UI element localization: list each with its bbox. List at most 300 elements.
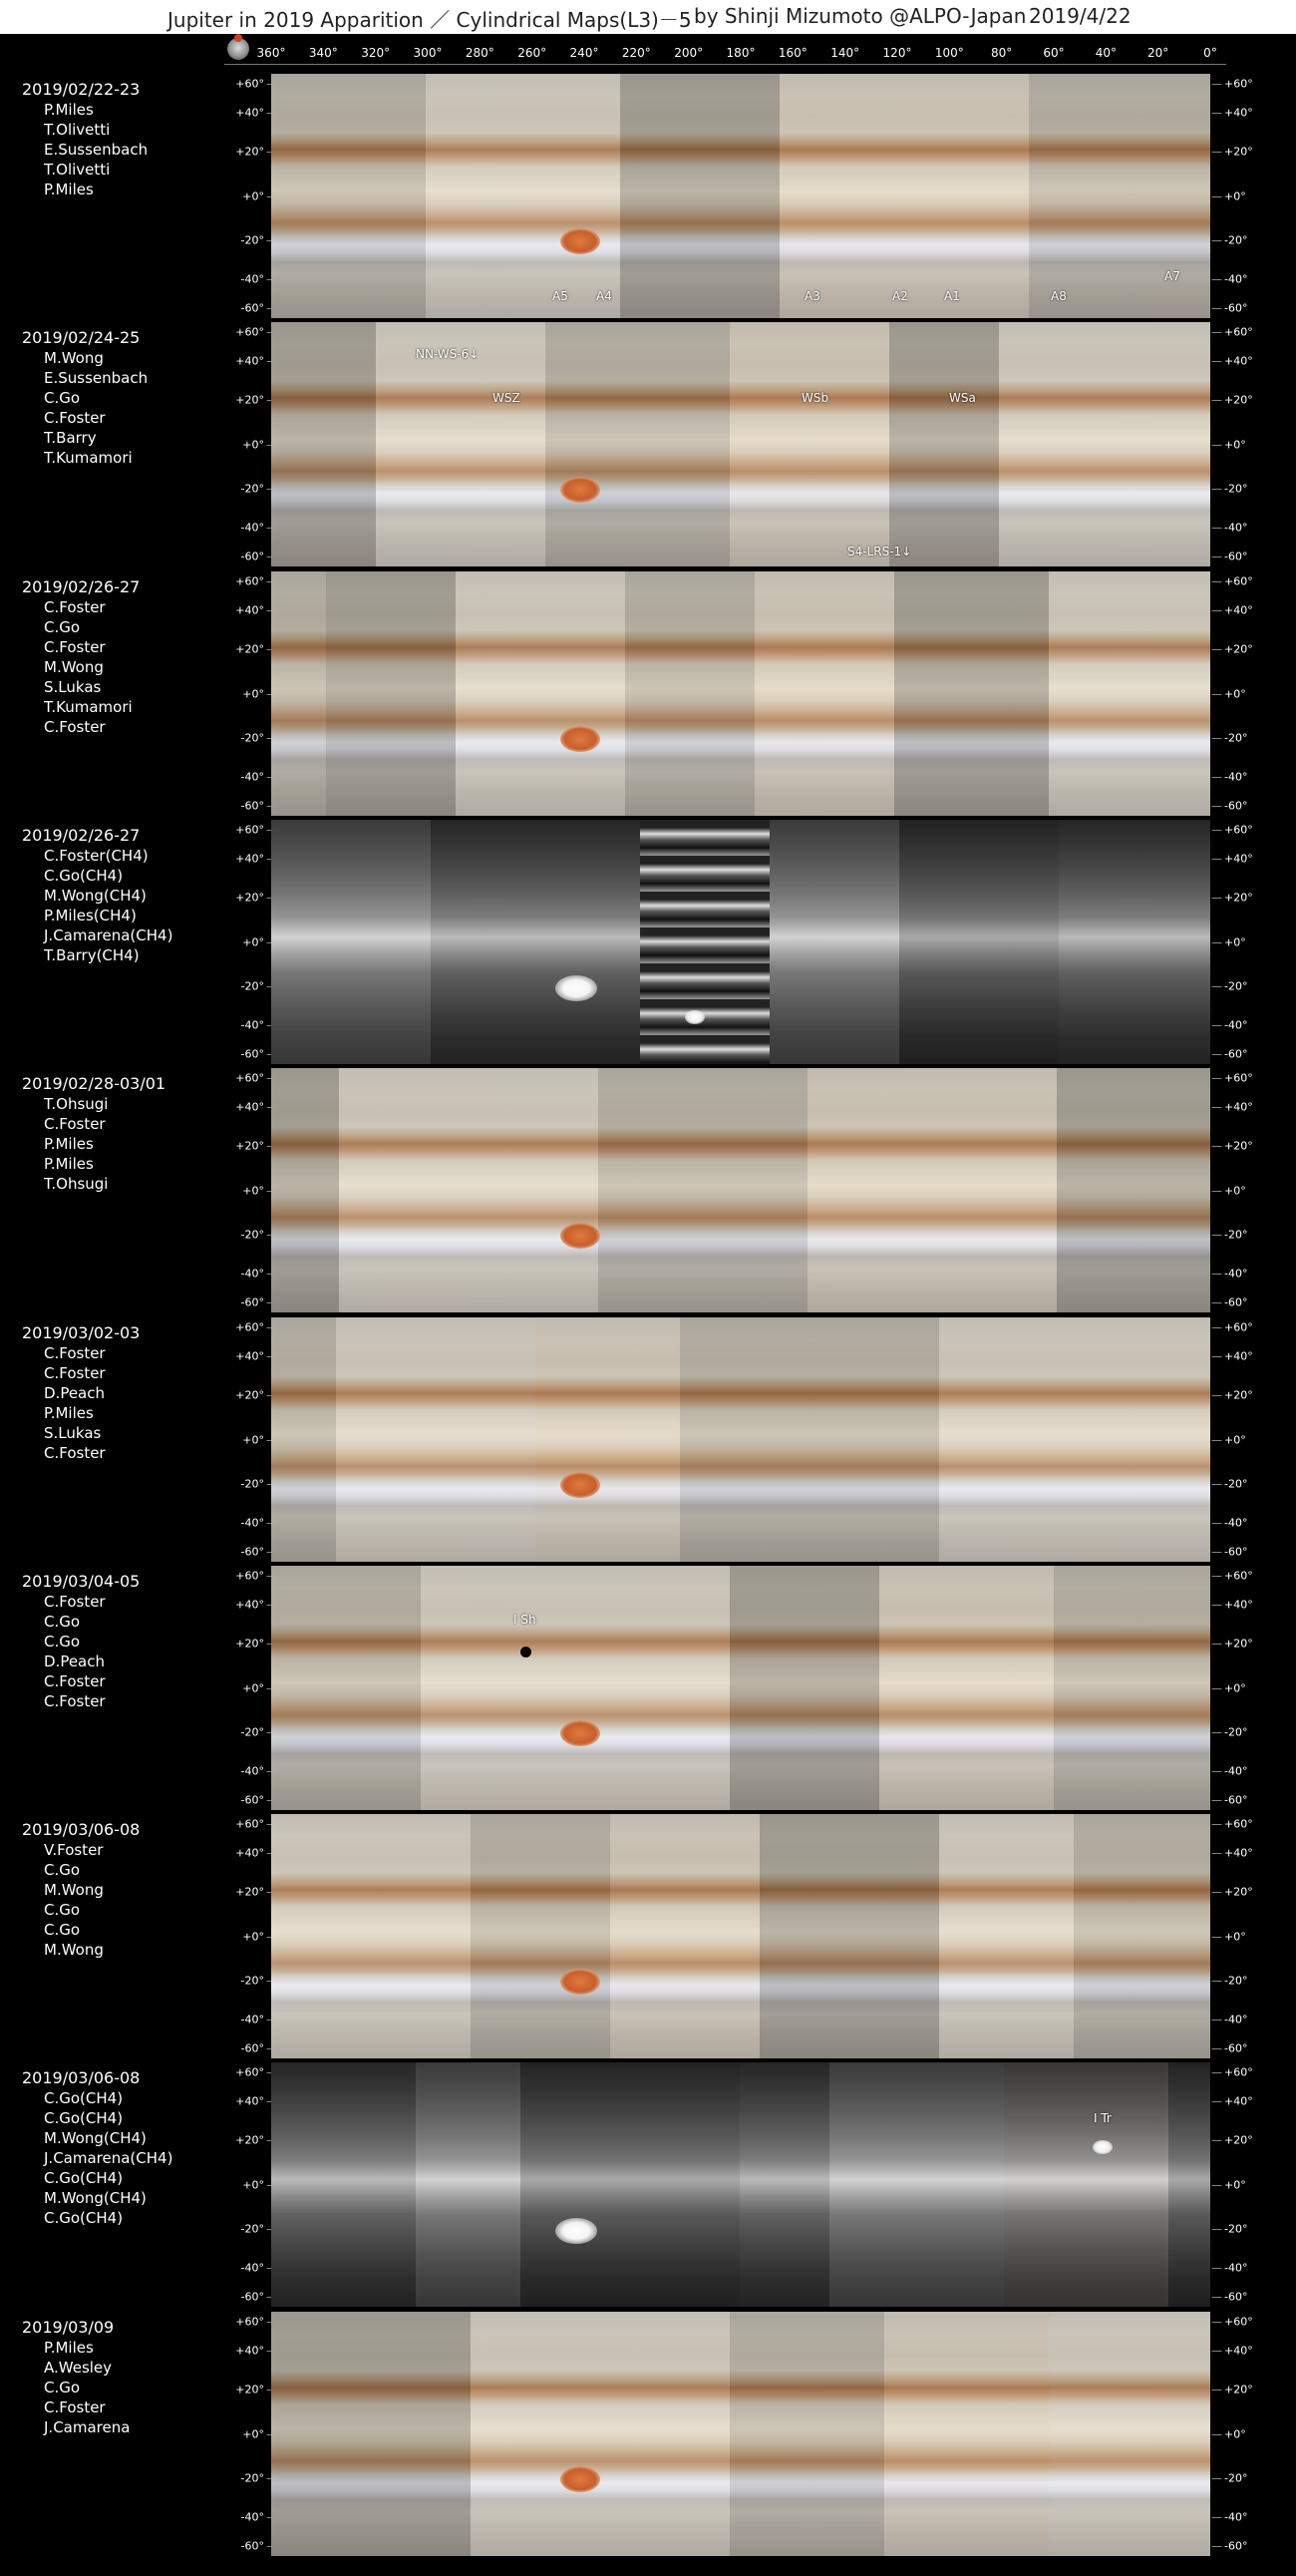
observer-name: C.Go(CH4) [44,2109,124,2127]
panel-date: 2019/03/09 [22,2318,115,2337]
map-panel [0,571,1296,816]
observation-segment [1049,2312,1210,2556]
latitude-tick: +20° — [235,1140,277,1153]
observer-name: C.Foster [44,598,106,616]
latitude-tick: — +60° [1211,823,1253,836]
color-cylindrical-map [271,1317,1210,1562]
ch4-cylindrical-map [271,820,1210,1064]
latitude-tick: — -60° [1211,1794,1247,1807]
longitude-tick: 180° [726,46,756,60]
observation-segment [808,1068,1057,1312]
great-red-spot [560,228,600,254]
observation-segment [471,2312,730,2556]
feature-label-a2: A2 [892,288,908,303]
panel-info [22,1074,165,1194]
observation-segment [760,1814,939,2058]
latitude-tick: -60° — [241,1794,277,1807]
latitude-scale-left [227,1317,277,1562]
observer-name: P.Miles [44,2339,94,2357]
map-panel [0,2312,1296,2556]
observation-segment [879,1566,1054,1810]
latitude-tick: — +0° [1211,2178,1246,2191]
latitude-tick: -40° — [241,1267,277,1280]
page-title: Jupiter in 2019 Apparition ／ Cylindrical Maps(L3)－5 [167,8,692,32]
observer-name: C.Foster [44,1344,106,1362]
latitude-tick: +0° — [242,189,277,202]
observation-segment [899,820,1059,1064]
observer-name: C.Foster [44,718,106,736]
observer-name: P.Miles [44,181,94,198]
latitude-tick: — -60° [1211,302,1247,315]
great-red-spot [560,2466,600,2492]
observer-list [22,597,140,737]
feature-label-wsa: WSa [949,390,976,405]
great-red-spot [560,1472,600,1498]
longitude-tick: 220° [621,46,651,60]
color-cylindrical-map [271,322,1210,566]
latitude-tick: — +60° [1211,77,1253,90]
observation-segment [680,1317,939,1562]
panel-date: 2019/02/22-23 [22,80,141,99]
observer-name: C.Foster [44,1115,106,1133]
feature-label-nnws6: NN-WS-6↓ [416,346,480,361]
observation-segment [271,1814,471,2058]
latitude-tick: — +40° [1211,2345,1253,2358]
latitude-scale-right [1211,1566,1261,1810]
observer-name: M.Wong [44,658,104,676]
latitude-tick: — +20° [1211,1886,1253,1899]
latitude-tick: +0° — [242,2427,277,2440]
latitude-tick: — +0° [1211,687,1246,700]
longitude-axis-line [224,64,1226,65]
observation-segment [610,1814,760,2058]
color-cylindrical-map [271,1068,1210,1312]
publication-date: 2019/4/22 [1029,4,1132,28]
observation-segment [620,74,780,318]
latitude-tick: — +0° [1211,1930,1246,1943]
observer-name: M.Wong(CH4) [44,887,147,905]
observation-segment [271,820,431,1064]
map-panel [0,820,1296,1064]
latitude-tick: +0° — [242,1184,277,1197]
observation-segment [755,571,894,816]
observer-list [22,2088,172,2228]
latitude-tick: — +40° [1211,853,1253,866]
observation-segment [1057,1068,1210,1312]
observation-segment [999,322,1210,566]
bright-oval-ch4 [685,1010,705,1024]
observer-name: S.Lukas [44,678,102,696]
longitude-tick: 80° [991,46,1013,60]
observer-name: S.Lukas [44,1424,102,1442]
latitude-tick: -20° — [241,979,277,992]
feature-label-a7: A7 [1164,269,1180,283]
observer-name: V.Foster [44,1841,104,1859]
observer-name: T.Olivetti [44,161,111,179]
latitude-tick: — -40° [1211,2261,1247,2274]
panel-info [22,577,140,737]
observation-segment [416,2062,520,2307]
latitude-tick: +20° — [235,1638,277,1651]
observation-segment [640,820,770,1064]
longitude-tick: 160° [778,46,808,60]
feature-label-a4: A4 [596,288,612,303]
latitude-tick: +60° — [235,77,277,90]
observer-name: C.Foster [44,1593,106,1611]
observation-segment [1059,820,1210,1064]
panel-info [22,1572,140,1711]
panel-info [22,80,148,199]
observer-name: C.Go [44,1633,81,1651]
latitude-tick: — -60° [1211,1546,1247,1559]
feature-label-itr: I Tr [1094,2111,1112,2125]
observer-name: T.Barry [44,429,97,447]
observer-name: C.Go(CH4) [44,2209,124,2227]
observer-name: P.Miles(CH4) [44,907,137,924]
latitude-tick: — +0° [1211,2427,1246,2440]
latitude-tick: — -40° [1211,272,1247,285]
latitude-scale-right [1211,1814,1261,2058]
observer-name: T.Olivetti [44,121,111,139]
latitude-tick: +60° — [235,1569,277,1582]
observation-segment [339,1068,598,1312]
observation-segment [535,1317,680,1562]
feature-label-wsb: WSb [802,390,829,405]
observer-name: C.Foster [44,1444,106,1462]
latitude-tick: — +60° [1211,1320,1253,1333]
panel-date: 2019/02/26-27 [22,577,141,596]
observer-name: A.Wesley [44,2359,113,2377]
longitude-tick: 60° [1043,46,1065,60]
observer-name: T.Kumamori [44,698,133,716]
observer-list [22,100,148,199]
feature-label-a1: A1 [944,288,960,303]
panel-date: 2019/03/04-05 [22,1572,141,1591]
io-shadow-spot [520,1647,531,1657]
latitude-scale-left [227,1068,277,1312]
observer-list [22,846,172,965]
latitude-tick: — +20° [1211,1389,1253,1402]
latitude-tick: +60° — [235,2065,277,2078]
observer-name: T.Ohsugi [44,1175,109,1193]
observation-segment [271,2312,471,2556]
latitude-tick: — -60° [1211,2291,1247,2304]
longitude-tick: 240° [569,46,599,60]
observation-segment [1054,1566,1210,1810]
latitude-tick: — -60° [1211,1048,1247,1061]
latitude-tick: +40° — [235,107,277,120]
longitude-tick: 360° [256,46,286,60]
observer-list [22,1592,140,1711]
latitude-tick: +60° — [235,325,277,338]
observation-segment [271,322,376,566]
latitude-tick: -40° — [241,1018,277,1031]
latitude-tick: — +20° [1211,2134,1253,2147]
latitude-tick: — +20° [1211,146,1253,159]
latitude-tick: — +40° [1211,1847,1253,1860]
latitude-tick: +0° — [242,1681,277,1694]
latitude-tick: -40° — [241,770,277,783]
observer-name: C.Foster [44,638,106,656]
latitude-tick: — -40° [1211,770,1247,783]
observation-segment [471,1814,610,2058]
observation-segment [271,1068,339,1312]
observer-list [22,2338,130,2437]
latitude-tick: +20° — [235,643,277,656]
observation-segment [884,2312,1049,2556]
latitude-tick: +60° — [235,1320,277,1333]
latitude-tick: — -40° [1211,2510,1247,2523]
latitude-tick: — +40° [1211,1350,1253,1363]
latitude-scale-left [227,74,277,318]
map-panel [0,1068,1296,1312]
latitude-tick: — -20° [1211,1228,1247,1241]
longitude-tick: 280° [465,46,494,60]
latitude-tick: — +20° [1211,394,1253,407]
observation-segment [780,74,1029,318]
panel-info [22,1820,140,1960]
observer-name: M.Wong [44,349,104,367]
great-red-spot [560,1720,600,1746]
panel-date: 2019/03/06-08 [22,1820,141,1839]
observation-segment [271,1317,336,1562]
latitude-tick: -20° — [241,731,277,744]
latitude-scale-right [1211,1068,1261,1312]
observer-name: M.Wong [44,1941,104,1959]
observer-name: C.Go [44,618,81,636]
latitude-tick: — +60° [1211,574,1253,587]
latitude-tick: -20° — [241,233,277,246]
observer-name: P.Miles [44,101,94,119]
observer-name: T.Barry(CH4) [44,946,140,964]
latitude-tick: — +0° [1211,189,1246,202]
latitude-tick: — +0° [1211,935,1246,948]
observer-name: M.Wong(CH4) [44,2189,147,2207]
color-cylindrical-map [271,2312,1210,2556]
latitude-tick: +40° — [235,355,277,368]
latitude-tick: — +20° [1211,2384,1253,2396]
latitude-tick: — -20° [1211,1477,1247,1490]
latitude-tick: +20° — [235,892,277,905]
observer-name: C.Go(CH4) [44,2169,124,2187]
panel-info [22,1323,140,1463]
observation-segment [271,1566,421,1810]
latitude-tick: +40° — [235,1101,277,1114]
panel-date: 2019/03/06-08 [22,2068,141,2087]
latitude-tick: — +40° [1211,1599,1253,1612]
map-panel [0,74,1296,318]
latitude-tick: — +60° [1211,1817,1253,1830]
observation-segment [889,322,999,566]
observation-segment [894,571,1049,816]
latitude-tick: — +0° [1211,1184,1246,1197]
observation-segment [625,571,755,816]
feature-label-ish: I Sh [513,1612,536,1627]
observer-list [22,1343,140,1463]
longitude-tick: 200° [674,46,704,60]
latitude-scale-right [1211,74,1261,318]
latitude-tick: — -20° [1211,2471,1247,2484]
feature-label-a8: A8 [1051,288,1067,303]
panel-info [22,826,172,965]
observer-name: D.Peach [44,1384,106,1402]
observation-segment [336,1317,535,1562]
observation-segment [1004,2062,1168,2307]
latitude-tick: -40° — [241,2510,277,2523]
latitude-tick: -40° — [241,2261,277,2274]
observer-name: E.Sussenbach [44,141,149,159]
observer-name: C.Go [44,389,81,407]
feature-label-s4lrs1: S4-LRS-1↓ [847,544,912,558]
latitude-scale-right [1211,571,1261,816]
latitude-tick: -60° — [241,2042,277,2055]
color-cylindrical-map [271,1566,1210,1810]
longitude-tick: 20° [1147,46,1169,60]
latitude-tick: +0° — [242,1930,277,1943]
latitude-tick: +0° — [242,1433,277,1446]
longitude-tick: 0° [1203,46,1217,60]
observation-segment [770,820,899,1064]
latitude-tick: — -20° [1211,1725,1247,1738]
latitude-tick: -40° — [241,521,277,534]
latitude-tick: — +60° [1211,325,1253,338]
panel-date: 2019/03/02-03 [22,1323,141,1342]
latitude-tick: — +20° [1211,1638,1253,1651]
color-cylindrical-map [271,74,1210,318]
observer-name: P.Miles [44,1404,94,1422]
latitude-tick: -60° — [241,302,277,315]
latitude-tick: -60° — [241,1296,277,1309]
latitude-tick: — -20° [1211,2222,1247,2235]
latitude-tick: — +20° [1211,643,1253,656]
observation-segment [431,820,640,1064]
observer-list [22,1840,140,1960]
latitude-tick: -60° — [241,1546,277,1559]
latitude-tick: +40° — [235,853,277,866]
observation-segment [939,1317,1210,1562]
observation-segment [939,1814,1074,2058]
latitude-tick: — +60° [1211,1071,1253,1084]
latitude-scale-left [227,2312,277,2556]
latitude-tick: — +0° [1211,438,1246,451]
observer-name: C.Go [44,1861,81,1879]
latitude-scale-left [227,1566,277,1810]
latitude-scale-left [227,820,277,1064]
panel-date: 2019/02/28-03/01 [22,1074,166,1093]
latitude-tick: — +40° [1211,355,1253,368]
latitude-tick: — +60° [1211,2315,1253,2328]
latitude-tick: — +40° [1211,107,1253,120]
great-red-spot [560,1969,600,1995]
great-red-spot-ch4 [555,2218,597,2244]
observation-segment [271,571,326,816]
feature-label-a3: A3 [805,288,820,303]
observation-segment [1049,571,1210,816]
latitude-tick: -20° — [241,1228,277,1241]
latitude-tick: — +40° [1211,604,1253,617]
latitude-tick: — -40° [1211,521,1247,534]
observation-segment [1074,1814,1210,2058]
longitude-tick: 300° [413,46,443,60]
latitude-scale-left [227,571,277,816]
latitude-tick: — -20° [1211,979,1247,992]
latitude-scale-left [227,322,277,566]
latitude-scale-right [1211,820,1261,1064]
observation-segment [730,322,889,566]
observation-segment [545,322,730,566]
latitude-tick: +60° — [235,1817,277,1830]
latitude-tick: — -20° [1211,731,1247,744]
observation-segment [421,1566,730,1810]
observer-list [22,1094,165,1194]
observer-name: T.Ohsugi [44,1095,109,1113]
latitude-tick: — -20° [1211,482,1247,495]
latitude-tick: — -40° [1211,1018,1247,1031]
latitude-tick: — +60° [1211,1569,1253,1582]
great-red-spot [560,1223,600,1249]
observation-segment [271,2062,416,2307]
observer-name: C.Go [44,2379,81,2396]
longitude-tick: 40° [1095,46,1117,60]
panel-info [22,2068,172,2228]
latitude-tick: — -60° [1211,551,1247,563]
latitude-tick: +40° — [235,604,277,617]
observer-name: J.Camarena(CH4) [44,2149,173,2167]
observation-segment [598,1068,808,1312]
observation-segment [426,74,620,318]
latitude-tick: -40° — [241,1516,277,1529]
latitude-tick: — +60° [1211,2065,1253,2078]
latitude-tick: — +40° [1211,2095,1253,2108]
longitude-tick: 120° [882,46,912,60]
panel-date: 2019/02/26-27 [22,826,141,845]
header-bar [0,0,1296,34]
latitude-tick: +20° — [235,2384,277,2396]
observer-name: C.Foster [44,1364,106,1382]
latitude-tick: -20° — [241,2471,277,2484]
longitude-scale [224,34,1226,68]
observer-name: C.Foster [44,1692,106,1710]
latitude-tick: +20° — [235,394,277,407]
latitude-tick: -20° — [241,1725,277,1738]
latitude-tick: — -60° [1211,800,1247,813]
latitude-tick: -60° — [241,2291,277,2304]
color-cylindrical-map [271,571,1210,816]
latitude-tick: -60° — [241,551,277,563]
latitude-tick: +60° — [235,1071,277,1084]
observation-segment [730,2312,884,2556]
great-red-spot-ch4 [555,975,597,1001]
latitude-tick: — +0° [1211,1433,1246,1446]
map-panel [0,1814,1296,2058]
latitude-tick: +20° — [235,1389,277,1402]
observation-segment [740,2062,829,2307]
latitude-tick: -20° — [241,1974,277,1987]
latitude-tick: +20° — [235,146,277,159]
latitude-tick: +20° — [235,1886,277,1899]
longitude-tick: 340° [308,46,338,60]
map-panel [0,1566,1296,1810]
latitude-tick: -60° — [241,2540,277,2553]
longitude-tick: 140° [830,46,860,60]
latitude-scale-right [1211,2312,1261,2556]
observation-segment [326,571,456,816]
latitude-tick: +0° — [242,687,277,700]
latitude-scale-right [1211,1317,1261,1562]
latitude-tick: +40° — [235,2095,277,2108]
latitude-tick: -40° — [241,272,277,285]
latitude-tick: +40° — [235,1847,277,1860]
